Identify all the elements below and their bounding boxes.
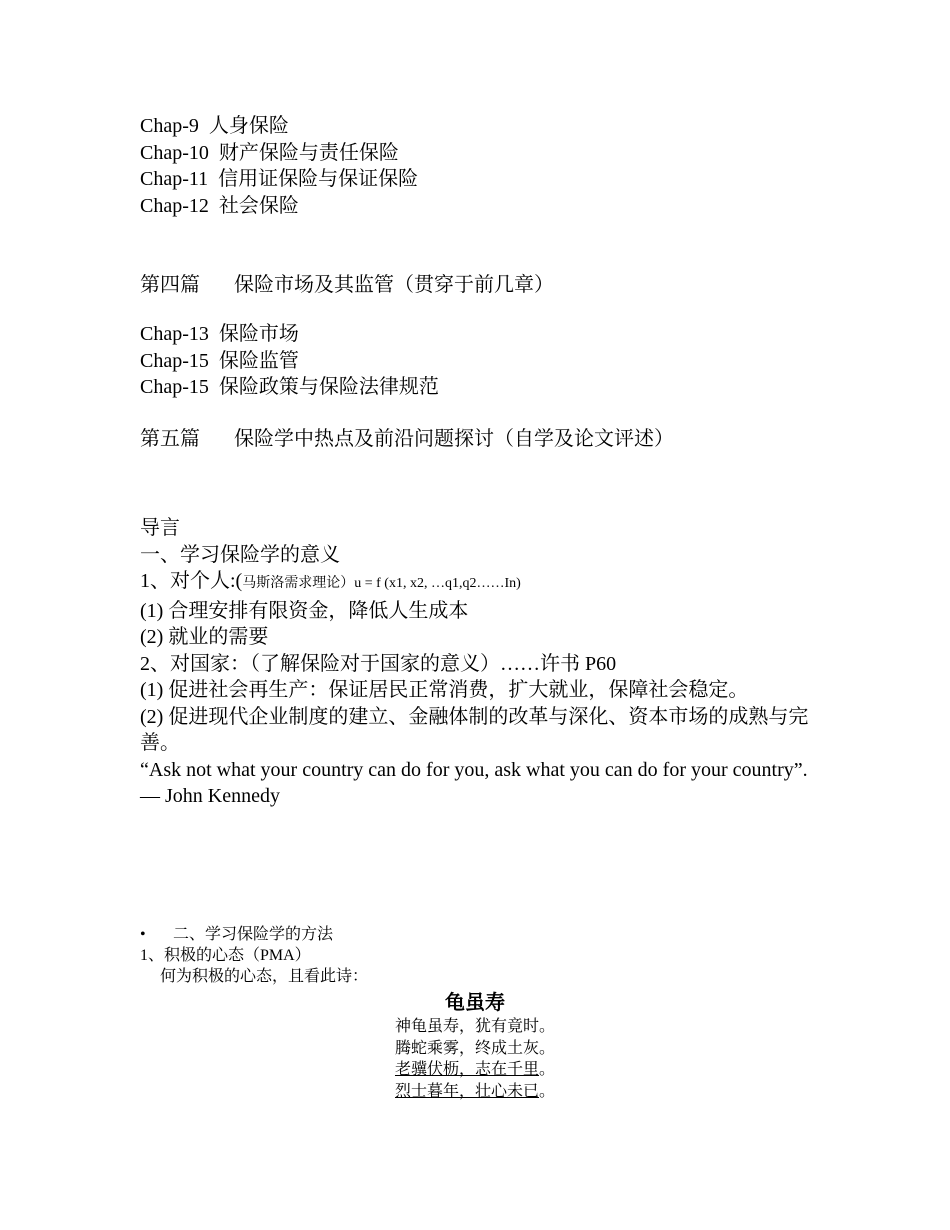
chapter-line: Chap-12 社会保险 bbox=[140, 194, 299, 217]
poem-line: 腾蛇乘雾，终成土灰。 bbox=[394, 1039, 556, 1057]
list-item: (1) 促进社会再生产：保证居民正常消费，扩大就业，保障社会稳定。 bbox=[140, 679, 749, 701]
poem-line: 烈士暮年，壮心未已。 bbox=[394, 1082, 556, 1100]
chapter-line: Chap-15 保险监管 bbox=[140, 349, 299, 372]
chapter-list bbox=[140, 321, 439, 401]
intro-section bbox=[140, 515, 820, 810]
list-item: (1) 合理安排有限资金，降低人生成本 bbox=[140, 599, 469, 622]
part-label: 第四篇 bbox=[140, 274, 200, 296]
method-section bbox=[140, 924, 368, 987]
list-item: (2) 促进现代企业制度的建立、金融体制的改革与深化、资本市场的成熟与完善。 bbox=[140, 705, 809, 754]
part-heading bbox=[140, 272, 554, 298]
bullet-icon: • bbox=[140, 926, 146, 943]
chapter-list bbox=[140, 113, 418, 219]
chapter-line: Chap-11 信用证保险与保证保险 bbox=[140, 168, 419, 190]
poem bbox=[300, 988, 650, 1102]
chapter-line: Chap-10 财产保险与责任保险 bbox=[140, 141, 399, 164]
chapter-line: Chap-13 保险市场 bbox=[140, 323, 299, 345]
section-heading: 一、学习保险学的意义 bbox=[140, 543, 340, 566]
quote: “Ask not what your country can do for you, ask what you can do for your country”. — John Kennedy bbox=[140, 758, 808, 807]
poem-line: 老骥伏枥，志在千里。 bbox=[394, 1061, 556, 1078]
list-item: 1、积极的心态（PMA） bbox=[140, 947, 311, 964]
list-item: 1、对个人:(马斯洛需求理论）u = f (x1, x2, …q1,q2……In) bbox=[140, 570, 521, 592]
intro-heading: 导言 bbox=[140, 517, 180, 539]
description: 何为积极的心态，且看此诗： bbox=[160, 968, 369, 985]
poem-line: 神龟虽寿，犹有竟时。 bbox=[394, 1018, 556, 1035]
part-title: 保险市场及其监管（贯穿于前几章） bbox=[234, 274, 554, 296]
chapter-line: Chap-15 保险政策与保险法律规范 bbox=[140, 376, 439, 398]
list-item: 2、对国家：（了解保险对于国家的意义）……许书 P60 bbox=[140, 652, 617, 675]
part-label: 第五篇 bbox=[140, 428, 200, 450]
section-heading: • 二、学习保险学的方法 bbox=[140, 926, 334, 943]
list-item: (2) 就业的需要 bbox=[140, 626, 269, 648]
poem-title: 龟虽寿 bbox=[445, 990, 505, 1014]
part-heading bbox=[140, 426, 674, 452]
chapter-line: Chap-9 人身保险 bbox=[140, 115, 289, 137]
part-title: 保险学中热点及前沿问题探讨（自学及论文评述） bbox=[234, 428, 674, 450]
